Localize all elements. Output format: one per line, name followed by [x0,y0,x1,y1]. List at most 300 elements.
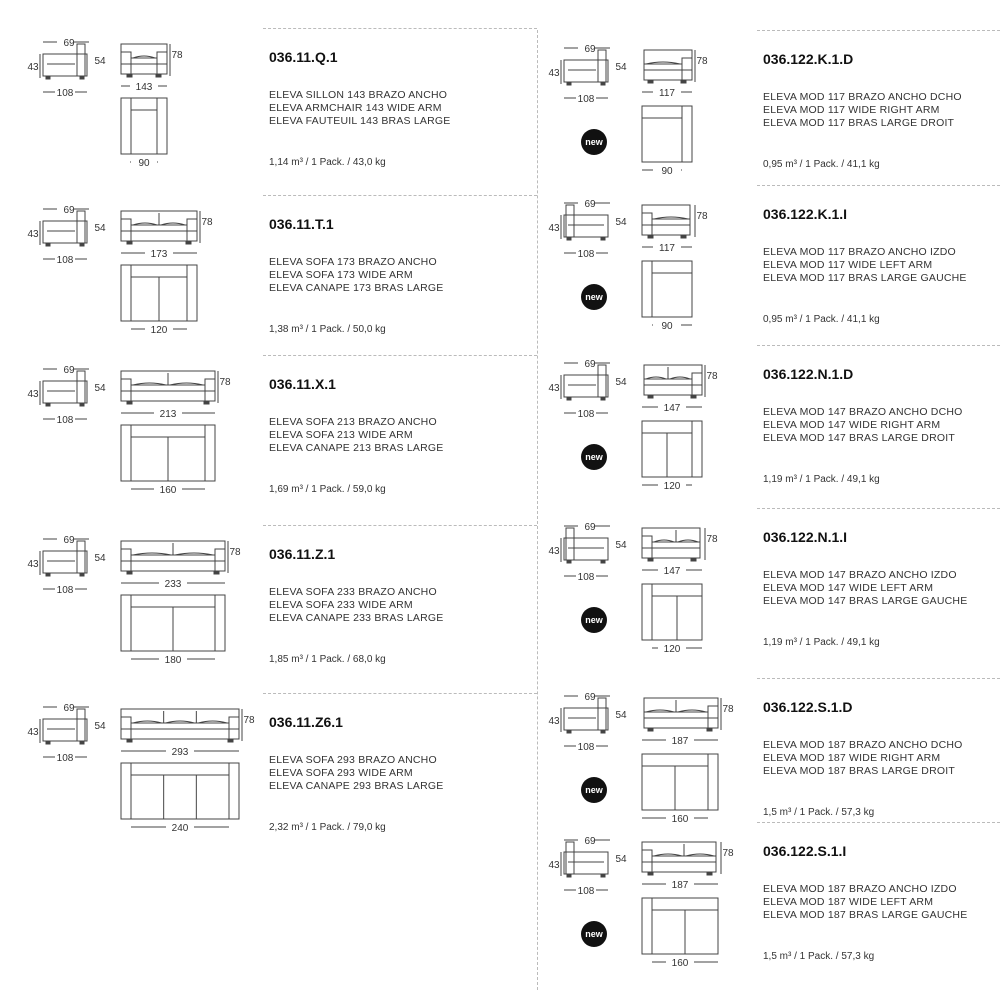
front-foot [127,241,132,244]
product-spec: 1,5 m³ / 1 Pack. / 57,3 kg [763,807,875,818]
side-backrest [566,528,574,560]
side-body [564,60,608,82]
description-es: ELEVA SILLON 143 BRAZO ANCHO [269,89,448,101]
description-fr: ELEVA MOD 117 BRAS LARGE DROIT [763,117,955,129]
dim-seat-height-label: 54 [615,217,627,228]
side-backrest [77,44,85,76]
new-badge-label: new [585,137,603,147]
front-view [642,528,718,577]
dim-seat-height-label: 54 [615,62,627,73]
side-foot [601,397,605,400]
front-seat-base [644,379,692,395]
side-foot [567,237,571,240]
front-foot [648,728,653,731]
description-es: ELEVA MOD 187 BRAZO ANCHO DCHO [763,739,963,751]
dim-width-label: 69 [63,703,75,714]
front-arm-left [121,717,131,739]
front-backrest [121,44,167,64]
product-card [548,832,1000,992]
dim-depth-label: 108 [577,742,595,753]
side-foot [80,403,84,406]
side-view [548,836,627,897]
front-foot [691,558,696,561]
description-en: ELEVA MOD 187 WIDE RIGHT ARM [763,752,941,764]
dim-depth-label: 108 [577,249,595,260]
side-body [564,538,608,560]
dim-inner-width-label: 160 [671,958,689,969]
product-description [269,416,443,455]
front-view [642,50,708,99]
dim-height-label: 78 [696,56,708,67]
product-drawing [548,688,752,848]
product-spec: 1,5 m³ / 1 Pack. / 57,3 kg [763,951,875,962]
front-foot [186,241,191,244]
product-code: 036.11.T.1 [269,216,334,232]
front-foot [648,235,653,238]
dim-total-height-label: 43 [27,727,39,738]
front-backrest [644,365,702,385]
plan-outline [642,106,692,162]
dim-width-label: 69 [584,44,596,55]
front-arm-right [205,379,215,401]
front-foot [681,80,686,83]
plan-outline [642,898,718,954]
dim-depth-label: 108 [56,255,74,266]
product-description [763,406,963,445]
dim-inner-width-label: 180 [164,655,182,666]
front-foot [127,74,132,77]
plan-view [642,106,692,177]
front-arm-left [121,379,131,401]
dim-total-height-label: 43 [27,559,39,570]
dim-seat-height-label: 54 [94,721,106,732]
product-code: 036.11.Q.1 [269,49,338,65]
product-spec: 1,14 m³ / 1 Pack. / 43,0 kg [269,157,386,168]
front-foot [691,395,696,398]
product-drawing [25,205,285,365]
dim-inner-width-label: 120 [150,325,168,336]
side-foot [567,397,571,400]
product-card [25,535,537,695]
product-description [269,586,443,625]
product-drawing [548,518,752,678]
front-seat-base [644,64,682,80]
side-view [27,535,106,596]
dim-height-label: 78 [706,371,718,382]
plan-outline [121,98,167,154]
front-seat-base [652,856,716,872]
dim-seat-height-label: 54 [94,223,106,234]
dim-depth-label: 108 [56,585,74,596]
side-body [564,375,608,397]
product-spec: 1,69 m³ / 1 Pack. / 59,0 kg [269,484,386,495]
side-body [564,708,608,730]
plan-view [642,421,702,492]
description-es: ELEVA SOFA 233 BRAZO ANCHO [269,586,437,598]
dim-height-label: 78 [243,715,255,726]
description-fr: ELEVA MOD 117 BRAS LARGE GAUCHE [763,272,967,284]
front-backrest [642,205,690,225]
front-foot [127,739,132,742]
side-backrest [598,50,606,82]
product-description [763,569,967,608]
column-divider [537,30,538,990]
description-en: ELEVA MOD 117 WIDE RIGHT ARM [763,104,940,116]
description-fr: ELEVA FAUTEUIL 143 BRAS LARGE [269,115,451,127]
product-drawing [25,703,285,863]
side-backrest [598,698,606,730]
front-foot [127,401,132,404]
front-foot [648,395,653,398]
description-en: ELEVA ARMCHAIR 143 WIDE ARM [269,102,442,114]
dim-depth-label: 108 [56,753,74,764]
product-code: 036.122.N.1.I [763,529,848,545]
product-code: 036.11.X.1 [269,376,336,392]
side-body [43,221,87,243]
side-foot [567,730,571,733]
plan-outline [642,261,692,317]
product-card [25,365,537,525]
description-en: ELEVA MOD 147 WIDE RIGHT ARM [763,419,941,431]
plan-view [121,98,167,169]
dim-height-label: 78 [201,217,213,228]
dim-height-label: 78 [219,377,231,388]
side-foot [567,82,571,85]
front-seat-base [131,58,157,74]
description-fr: ELEVA MOD 147 BRAS LARGE DROIT [763,432,955,444]
new-badge-label: new [585,929,603,939]
front-seat-base [131,555,215,571]
side-backrest [566,842,574,874]
side-foot [601,560,605,563]
plan-view [642,898,718,969]
front-seat-base [131,225,187,241]
side-backrest [566,205,574,237]
new-badge-label: new [585,615,603,625]
dim-height-label: 78 [706,534,718,545]
front-foot [127,571,132,574]
side-view [27,703,106,764]
front-foot [648,558,653,561]
product-description [763,246,967,285]
product-info [757,345,1000,496]
product-description [269,754,443,793]
plan-view [121,425,215,496]
dim-total-height-label: 43 [548,223,560,234]
product-card [548,195,1000,355]
product-spec: 0,95 m³ / 1 Pack. / 41,1 kg [763,159,880,170]
front-view [121,541,241,590]
product-info [263,355,537,506]
front-foot [204,401,209,404]
front-view [642,365,718,414]
dim-overall-width-label: 173 [150,249,168,260]
dim-seat-height-label: 54 [615,854,627,865]
dim-total-height-label: 43 [548,383,560,394]
description-fr: ELEVA MOD 147 BRAS LARGE GAUCHE [763,595,968,607]
front-backrest [644,698,718,718]
dim-height-label: 78 [171,50,183,61]
dim-width-label: 69 [584,836,596,847]
description-en: ELEVA MOD 147 WIDE LEFT ARM [763,582,934,594]
front-seat-base [644,712,708,728]
product-drawing [548,40,752,200]
dim-depth-label: 108 [56,88,74,99]
dim-overall-width-label: 147 [663,403,681,414]
description-en: ELEVA SOFA 233 WIDE ARM [269,599,413,611]
plan-outline [642,584,702,640]
description-fr: ELEVA CANAPE 233 BRAS LARGE [269,612,444,624]
product-code: 036.11.Z6.1 [269,714,343,730]
dim-height-label: 78 [722,704,734,715]
dim-seat-height-label: 54 [615,540,627,551]
side-foot [80,741,84,744]
dim-height-label: 78 [696,211,708,222]
product-description [763,739,963,778]
product-description [763,883,967,922]
product-drawing [548,195,752,355]
description-fr: ELEVA MOD 187 BRAS LARGE GAUCHE [763,909,968,921]
product-info [263,28,537,179]
product-info [263,195,537,346]
description-fr: ELEVA CANAPE 293 BRAS LARGE [269,780,444,792]
plan-view [642,754,718,825]
side-body [564,215,608,237]
dim-depth-label: 108 [577,886,595,897]
product-drawing [25,365,285,525]
description-es: ELEVA SOFA 293 BRAZO ANCHO [269,754,437,766]
side-backrest [598,365,606,397]
front-arm-left [121,219,131,241]
product-info [757,822,1000,973]
front-arm-right [692,373,702,395]
front-foot [681,235,686,238]
product-spec: 1,19 m³ / 1 Pack. / 49,1 kg [763,474,880,485]
product-code: 036.122.S.1.D [763,699,853,715]
product-card [548,518,1000,678]
dim-overall-width-label: 117 [659,243,675,254]
side-foot [601,730,605,733]
dim-inner-width-label: 160 [671,814,689,825]
front-backrest [642,842,716,862]
product-code: 036.11.Z.1 [269,546,336,562]
product-description [763,91,962,130]
front-foot [214,571,219,574]
dim-overall-width-label: 213 [159,409,177,420]
dim-depth-label: 108 [577,94,595,105]
description-en: ELEVA SOFA 213 WIDE ARM [269,429,413,441]
front-arm-left [642,213,652,235]
side-backrest [77,371,85,403]
product-card [25,38,537,198]
front-arm-left [121,52,131,74]
dim-overall-width-label: 187 [671,880,689,891]
description-en: ELEVA SOFA 293 WIDE ARM [269,767,413,779]
front-backrest [121,709,239,729]
description-es: ELEVA SOFA 213 BRAZO ANCHO [269,416,437,428]
front-foot [228,739,233,742]
side-foot [80,76,84,79]
dim-width-label: 69 [584,359,596,370]
front-view [121,211,213,260]
product-drawing [548,832,752,992]
side-view [27,205,106,266]
dim-total-height-label: 43 [27,389,39,400]
description-en: ELEVA SOFA 173 WIDE ARM [269,269,413,281]
side-body [564,852,608,874]
side-foot [601,237,605,240]
description-es: ELEVA MOD 117 BRAZO ANCHO IZDO [763,246,956,258]
side-view [27,38,106,99]
product-code: 036.122.K.1.D [763,51,854,67]
side-backrest [77,541,85,573]
dim-width-label: 69 [584,692,596,703]
front-foot [707,728,712,731]
side-body [43,551,87,573]
product-info [757,30,1000,181]
product-info [263,525,537,676]
side-foot [46,573,50,576]
side-foot [80,573,84,576]
side-view [548,199,627,260]
side-foot [46,741,50,744]
side-foot [601,82,605,85]
side-foot [46,403,50,406]
side-foot [46,76,50,79]
product-info [757,185,1000,336]
side-view [548,359,627,420]
front-foot [156,74,161,77]
dim-inner-width-label: 90 [661,166,673,177]
dim-depth-label: 108 [56,415,74,426]
new-badge-label: new [585,785,603,795]
side-body [43,719,87,741]
dim-seat-height-label: 54 [94,553,106,564]
dim-total-height-label: 43 [27,62,39,73]
dim-inner-width-label: 120 [663,644,681,655]
side-body [43,381,87,403]
front-seat-base [652,219,690,235]
product-drawing [548,355,752,515]
side-view [27,365,106,426]
dim-overall-width-label: 147 [663,566,681,577]
side-foot [567,560,571,563]
dim-width-label: 69 [63,365,75,376]
dim-total-height-label: 43 [548,716,560,727]
front-arm-right [229,717,239,739]
description-es: ELEVA SOFA 173 BRAZO ANCHO [269,256,437,268]
side-backrest [77,211,85,243]
front-foot [707,872,712,875]
front-view [121,371,231,420]
front-seat-base [131,385,205,401]
dim-total-height-label: 43 [548,68,560,79]
description-en: ELEVA MOD 117 WIDE LEFT ARM [763,259,933,271]
dim-inner-width-label: 160 [159,485,177,496]
plan-view [642,261,692,332]
front-arm-left [121,549,131,571]
dim-seat-height-label: 54 [94,56,106,67]
front-backrest [642,528,700,548]
dim-overall-width-label: 143 [135,82,153,93]
dim-seat-height-label: 54 [615,377,627,388]
dim-inner-width-label: 90 [661,321,673,332]
dim-width-label: 69 [63,38,75,49]
product-card [548,355,1000,515]
product-card [25,703,537,863]
side-view [548,522,627,583]
side-backrest [77,709,85,741]
description-es: ELEVA MOD 147 BRAZO ANCHO IZDO [763,569,957,581]
front-backrest [644,50,692,70]
product-description [269,256,443,295]
front-foot [648,80,653,83]
front-arm-right [682,58,692,80]
dim-overall-width-label: 187 [671,736,689,747]
product-info [757,508,1000,659]
description-en: ELEVA MOD 187 WIDE LEFT ARM [763,896,934,908]
front-view [121,709,255,758]
dim-width-label: 69 [63,535,75,546]
product-spec: 2,32 m³ / 1 Pack. / 79,0 kg [269,822,386,833]
dim-inner-width-label: 120 [663,481,681,492]
plan-view [121,265,197,336]
product-spec: 0,95 m³ / 1 Pack. / 41,1 kg [763,314,880,325]
product-info [263,693,537,844]
dim-overall-width-label: 233 [164,579,182,590]
description-es: ELEVA MOD 147 BRAZO ANCHO DCHO [763,406,963,418]
description-fr: ELEVA CANAPE 173 BRAS LARGE [269,282,444,294]
dim-height-label: 78 [229,547,241,558]
front-arm-left [642,536,652,558]
dim-inner-width-label: 90 [138,158,150,169]
dim-depth-label: 108 [577,409,595,420]
product-drawing [25,535,285,695]
front-foot [648,872,653,875]
plan-outline [642,421,702,477]
dim-depth-label: 108 [577,572,595,583]
product-drawing [25,38,285,198]
side-foot [567,874,571,877]
dim-overall-width-label: 117 [659,88,675,99]
front-arm-right [708,706,718,728]
plan-view [121,595,225,666]
dim-width-label: 69 [584,199,596,210]
product-code: 036.122.N.1.D [763,366,854,382]
plan-view [642,584,702,655]
side-foot [601,874,605,877]
product-info [757,678,1000,829]
dim-total-height-label: 43 [27,229,39,240]
plan-view [121,763,239,834]
front-arm-right [187,219,197,241]
description-es: ELEVA MOD 187 BRAZO ANCHO IZDO [763,883,957,895]
dim-total-height-label: 43 [548,546,560,557]
front-arm-left [642,850,652,872]
description-fr: ELEVA CANAPE 213 BRAS LARGE [269,442,444,454]
product-spec: 1,19 m³ / 1 Pack. / 49,1 kg [763,637,880,648]
side-body [43,54,87,76]
side-foot [46,243,50,246]
front-view [642,205,708,254]
plan-outline [121,763,239,819]
product-code: 036.122.K.1.I [763,206,848,222]
front-seat-base [652,542,700,558]
product-spec: 1,38 m³ / 1 Pack. / 50,0 kg [269,324,386,335]
dim-height-label: 78 [722,848,734,859]
front-view [642,842,734,891]
side-view [548,692,627,753]
